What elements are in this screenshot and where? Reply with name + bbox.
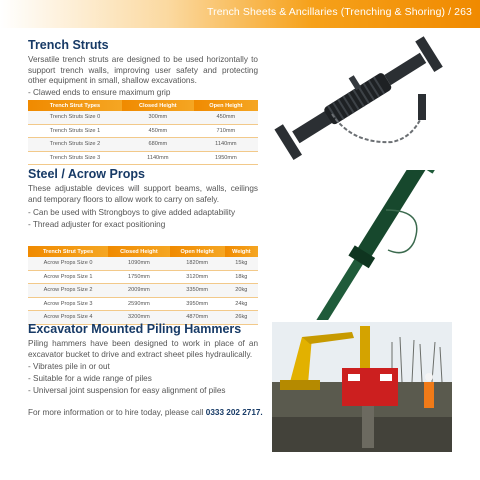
acrow-prop-image [276, 170, 462, 320]
table-cell: Acrow Props Size 0 [28, 257, 108, 270]
table-cell: Acrow Props Size 1 [28, 270, 108, 284]
table-row [28, 151, 258, 165]
table-row [28, 257, 258, 270]
table-header-row [28, 100, 258, 111]
table-cell: 4870mm [170, 311, 225, 325]
table-cell: 3350mm [170, 284, 225, 298]
trench-struts-description: Versatile trench struts are designed to be used horizontally to support trench walls, improving user safety and protecting other equipment in small, shallow excavations. [28, 55, 258, 85]
table-row [28, 124, 258, 138]
table-cell: Trench Struts Size 2 [28, 138, 122, 152]
acrow-props-title: Steel / Acrow Props [28, 167, 145, 181]
table-cell: 710mm [194, 124, 258, 138]
table-cell: Acrow Props Size 4 [28, 311, 108, 325]
table-row [28, 270, 258, 284]
trench-strut-image [262, 34, 462, 164]
table-cell: 450mm [122, 124, 194, 138]
table-cell: 3120mm [170, 270, 225, 284]
piling-hammers-bullet-3: - Universal joint suspension for easy alignment of piles [28, 386, 226, 395]
table-cell: 24kg [225, 297, 258, 311]
table-cell: 1090mm [108, 257, 169, 270]
acrow-props-bullet-1: - Can be used with Strongboys to give added adaptability [28, 208, 236, 217]
table-cell: Acrow Props Size 2 [28, 284, 108, 298]
table-cell: 3200mm [108, 311, 169, 325]
contact-line [28, 408, 263, 417]
table-header-cell: Trench Strut Types [28, 246, 108, 257]
table-row [28, 297, 258, 311]
page-header [0, 0, 480, 28]
table-cell: 2009mm [108, 284, 169, 298]
table-header-cell: Trench Strut Types [28, 100, 122, 111]
acrow-props-description: These adjustable devices will support beams, walls, ceilings and temporary floors to allow work to carry on safely. [28, 184, 258, 204]
acrow-props-bullet-2: - Thread adjuster for exact positioning [28, 220, 166, 229]
piling-hammer-photo [272, 322, 452, 452]
table-cell: 20kg [225, 284, 258, 298]
piling-hammers-bullet-2: - Suitable for a wide range of piles [28, 374, 152, 383]
table-cell: 1140mm [122, 151, 194, 165]
table-header-cell: Open Height [170, 246, 225, 257]
table-header-cell: Weight [225, 246, 258, 257]
table-header-cell: Closed Height [122, 100, 194, 111]
table-cell: 680mm [122, 138, 194, 152]
table-cell: 1950mm [194, 151, 258, 165]
contact-phone: 0333 202 2717. [205, 408, 263, 417]
table-cell: Trench Struts Size 1 [28, 124, 122, 138]
page-header-title: Trench Sheets & Ancillaries (Trenching & Shoring) / 263 [206, 6, 472, 18]
table-row [28, 111, 258, 124]
table-cell: 1750mm [108, 270, 169, 284]
acrow-props-table [28, 246, 258, 325]
trench-struts-table [28, 100, 258, 165]
table-cell: 15kg [225, 257, 258, 270]
table-cell: 450mm [194, 111, 258, 124]
table-row [28, 138, 258, 152]
table-cell: Trench Struts Size 3 [28, 151, 122, 165]
table-header-cell: Closed Height [108, 246, 169, 257]
piling-hammers-description: Piling hammers have been designed to work in place of an excavator bucket to drive and extract sheet piles hydraulically. [28, 339, 258, 359]
table-cell: Acrow Props Size 3 [28, 297, 108, 311]
table-header-cell: Open Height [194, 100, 258, 111]
trench-struts-bullet-1: - Clawed ends to ensure maximum grip [28, 88, 171, 97]
table-cell: 18kg [225, 270, 258, 284]
table-row [28, 284, 258, 298]
contact-text: For more information or to hire today, please call [28, 408, 204, 417]
table-cell: 3950mm [170, 297, 225, 311]
table-cell: 2590mm [108, 297, 169, 311]
table-cell: 26kg [225, 311, 258, 325]
trench-struts-title: Trench Struts [28, 38, 109, 52]
piling-hammers-bullet-1: - Vibrates pile in or out [28, 362, 110, 371]
table-cell: 300mm [122, 111, 194, 124]
table-header-row [28, 246, 258, 257]
piling-hammers-title: Excavator Mounted Piling Hammers [28, 322, 242, 336]
table-cell: 1820mm [170, 257, 225, 270]
table-cell: Trench Struts Size 0 [28, 111, 122, 124]
table-cell: 1140mm [194, 138, 258, 152]
